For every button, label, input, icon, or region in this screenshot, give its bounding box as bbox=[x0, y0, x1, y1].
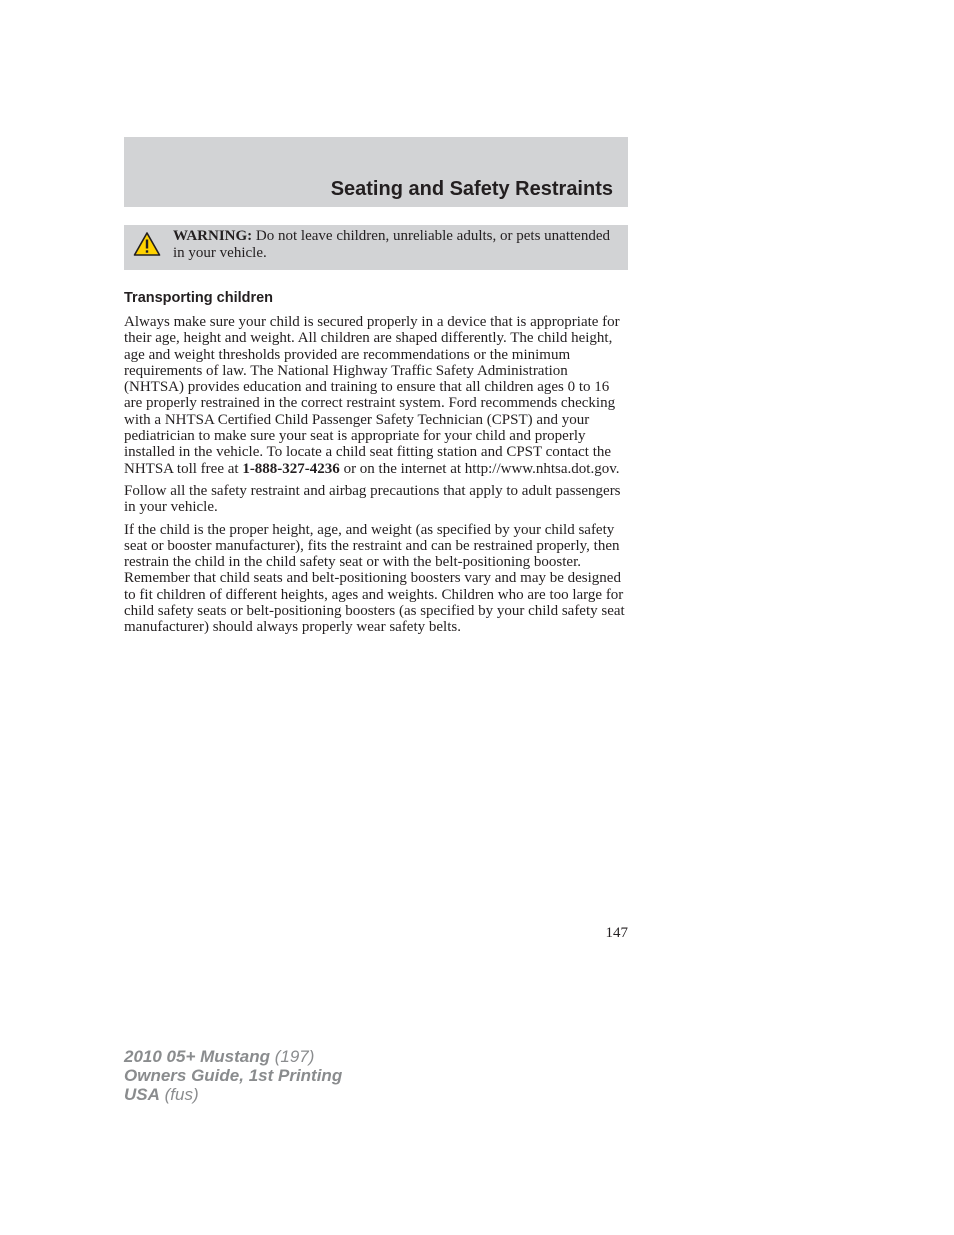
paragraph-precautions: Follow all the safety restraint and airbag precautions that apply to adult passengers in your vehicle. bbox=[124, 482, 621, 516]
footer-line-model bbox=[124, 1047, 342, 1066]
warning-triangle-icon bbox=[133, 231, 161, 257]
warning-text bbox=[173, 228, 613, 262]
footer-region: USA bbox=[124, 1085, 160, 1104]
warning-label: WARNING: bbox=[173, 228, 253, 244]
warning-message: Do not leave children, unreliable adults, or pets unattended in your vehicle. bbox=[173, 228, 610, 261]
section-header-band bbox=[124, 137, 628, 207]
section-heading: Transporting children bbox=[124, 290, 274, 306]
paragraph-nhtsa bbox=[124, 314, 629, 477]
footer-region-code: (fus) bbox=[159, 1085, 199, 1104]
body-text bbox=[124, 314, 629, 642]
footer-line-region bbox=[124, 1085, 342, 1104]
page-number: 147 bbox=[605, 925, 628, 941]
footer-line-guide: Owners Guide, 1st Printing bbox=[124, 1066, 343, 1085]
footer-model: 2010 05+ Mustang bbox=[124, 1047, 270, 1066]
paragraph-child-restraint: If the child is the proper height, age, and weight (as specified by your child safety seat or booster manufacturer), fits the restraint and can be restrained properly, then restrain the child in the child safety seat or with the belt-positioning booster. Remember that child seats and belt-positioning boosters vary and may be designed to fit children of different heights, ages and weights. Children who are too large for child safety seats or belt-positioning boosters (as specified by your child safety seat manufacturer) should always properly wear safety belts. bbox=[124, 521, 625, 636]
paragraph-nhtsa-text: Always make sure your child is secured properly in a device that is appropriate for their age, height and weight. All children are shaped differently. The child height, age and weight thresholds provided are recommendations or the minimum requirements of law. The National Highway Traffic Safety Administration (NHTSA) provides education and training to ensure that all children ages 0 to 16 are properly restrained in the correct restraint system. Ford recommends checking with a NHTSA Certified Child Passenger Safety Technician (CPST) and your pediatrician to make sure your seat is appropriate for your child and properly installed in the vehicle. To locate a child seat fitting station and CPST contact the NHTSA toll free at bbox=[124, 314, 620, 477]
warning-box bbox=[124, 225, 628, 270]
document-footer bbox=[124, 1047, 342, 1104]
section-title: Seating and Safety Restraints bbox=[330, 178, 613, 200]
nhtsa-phone-number: 1-888-327-4236 bbox=[242, 460, 340, 477]
paragraph-nhtsa-text-end: or on the internet at http://www.nhtsa.dot.gov. bbox=[339, 460, 620, 477]
footer-model-code: (197) bbox=[270, 1047, 315, 1066]
